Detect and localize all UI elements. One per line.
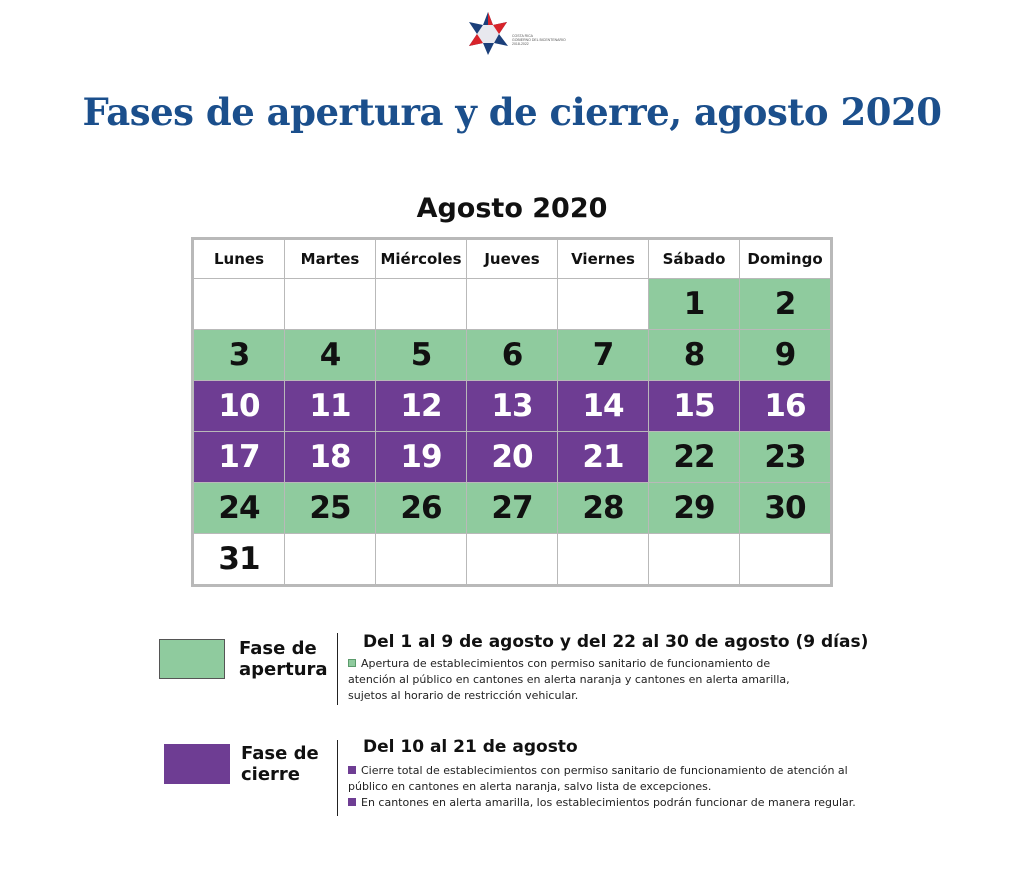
weekday-header: Martes (285, 240, 375, 278)
calendar-day: 29 (649, 483, 739, 533)
calendar-day: 21 (558, 432, 648, 482)
calendar-day: 17 (194, 432, 284, 482)
cierre-label-line-2: cierre (241, 764, 301, 785)
calendar-empty-cell (285, 279, 375, 329)
calendar-day: 28 (558, 483, 648, 533)
calendar-day: 26 (376, 483, 466, 533)
cierre-description-2 (348, 795, 868, 811)
logo-text (512, 34, 566, 46)
cierre-swatch (164, 744, 230, 784)
calendar-day: 5 (376, 330, 466, 380)
apertura-label-line-2: apertura (239, 659, 328, 680)
calendar-day: 3 (194, 330, 284, 380)
weekday-header: Jueves (467, 240, 557, 278)
calendar-day: 13 (467, 381, 557, 431)
calendar-empty-cell (649, 534, 739, 584)
logo-country: COSTA RICA (512, 34, 533, 38)
calendar-day: 9 (740, 330, 830, 380)
green-bullet-icon (348, 659, 356, 667)
weekday-header: Miércoles (376, 240, 466, 278)
weekday-header: Domingo (740, 240, 830, 278)
calendar-day: 30 (740, 483, 830, 533)
calendar-empty-cell (194, 279, 284, 329)
calendar-day: 8 (649, 330, 739, 380)
weekday-header: Lunes (194, 240, 284, 278)
calendar-empty-cell (740, 534, 830, 584)
calendar-day: 10 (194, 381, 284, 431)
calendar-day: 1 (649, 279, 739, 329)
calendar-day: 24 (194, 483, 284, 533)
weekday-header: Sábado (649, 240, 739, 278)
apertura-swatch (159, 639, 225, 679)
calendar-day: 15 (649, 381, 739, 431)
apertura-description (348, 656, 798, 704)
calendar-day: 25 (285, 483, 375, 533)
star-logo-icon (466, 10, 516, 56)
logo-years: 2018-2022 (512, 42, 529, 46)
calendar-empty-cell (558, 534, 648, 584)
weekday-header: Viernes (558, 240, 648, 278)
apertura-label-line-1: Fase de (239, 638, 317, 659)
calendar-day: 20 (467, 432, 557, 482)
purple-bullet-icon (348, 798, 356, 806)
government-logo (466, 10, 566, 56)
calendar-day: 14 (558, 381, 648, 431)
cierre-divider (337, 740, 338, 816)
cierre-label-line-1: Fase de (241, 743, 319, 764)
cierre-description-1 (348, 763, 868, 795)
calendar-empty-cell (558, 279, 648, 329)
calendar-empty-cell (467, 534, 557, 584)
calendar-day: 22 (649, 432, 739, 482)
calendar-day: 7 (558, 330, 648, 380)
apertura-label (239, 638, 339, 680)
calendar-day: 31 (194, 534, 284, 584)
page-title: Fases de apertura y de cierre, agosto 2020 (82, 90, 942, 134)
calendar-day: 4 (285, 330, 375, 380)
calendar-day: 12 (376, 381, 466, 431)
calendar-day: 23 (740, 432, 830, 482)
cierre-label (241, 743, 341, 785)
calendar-day: 6 (467, 330, 557, 380)
calendar-day: 11 (285, 381, 375, 431)
apertura-divider (337, 633, 338, 705)
cierre-text-1: Cierre total de establecimientos con permiso sanitario de funcionamiento de atención al público en cantones en alerta naranja, salvo lista de excepciones. (348, 764, 848, 793)
apertura-text: Apertura de establecimientos con permiso sanitario de funcionamiento de atención al público en cantones en alerta naranja y cantones en alerta amarilla, sujetos al horario de restricción vehicular. (348, 657, 790, 702)
calendar-day: 2 (740, 279, 830, 329)
calendar-day: 27 (467, 483, 557, 533)
cierre-heading: Del 10 al 21 de agosto (363, 737, 578, 757)
calendar-day: 19 (376, 432, 466, 482)
calendar-empty-cell (376, 279, 466, 329)
calendar-title: Agosto 2020 (416, 193, 608, 224)
cierre-text-2: En cantones en alerta amarilla, los establecimientos podrán funcionar de manera regular. (361, 796, 856, 809)
calendar-empty-cell (467, 279, 557, 329)
calendar-grid (191, 237, 833, 587)
apertura-heading: Del 1 al 9 de agosto y del 22 al 30 de agosto (9 días) (363, 632, 869, 652)
calendar-day: 16 (740, 381, 830, 431)
calendar-empty-cell (285, 534, 375, 584)
purple-bullet-icon (348, 766, 356, 774)
calendar-empty-cell (376, 534, 466, 584)
logo-government: GOBIERNO DEL BICENTENARIO (512, 38, 566, 42)
calendar-day: 18 (285, 432, 375, 482)
